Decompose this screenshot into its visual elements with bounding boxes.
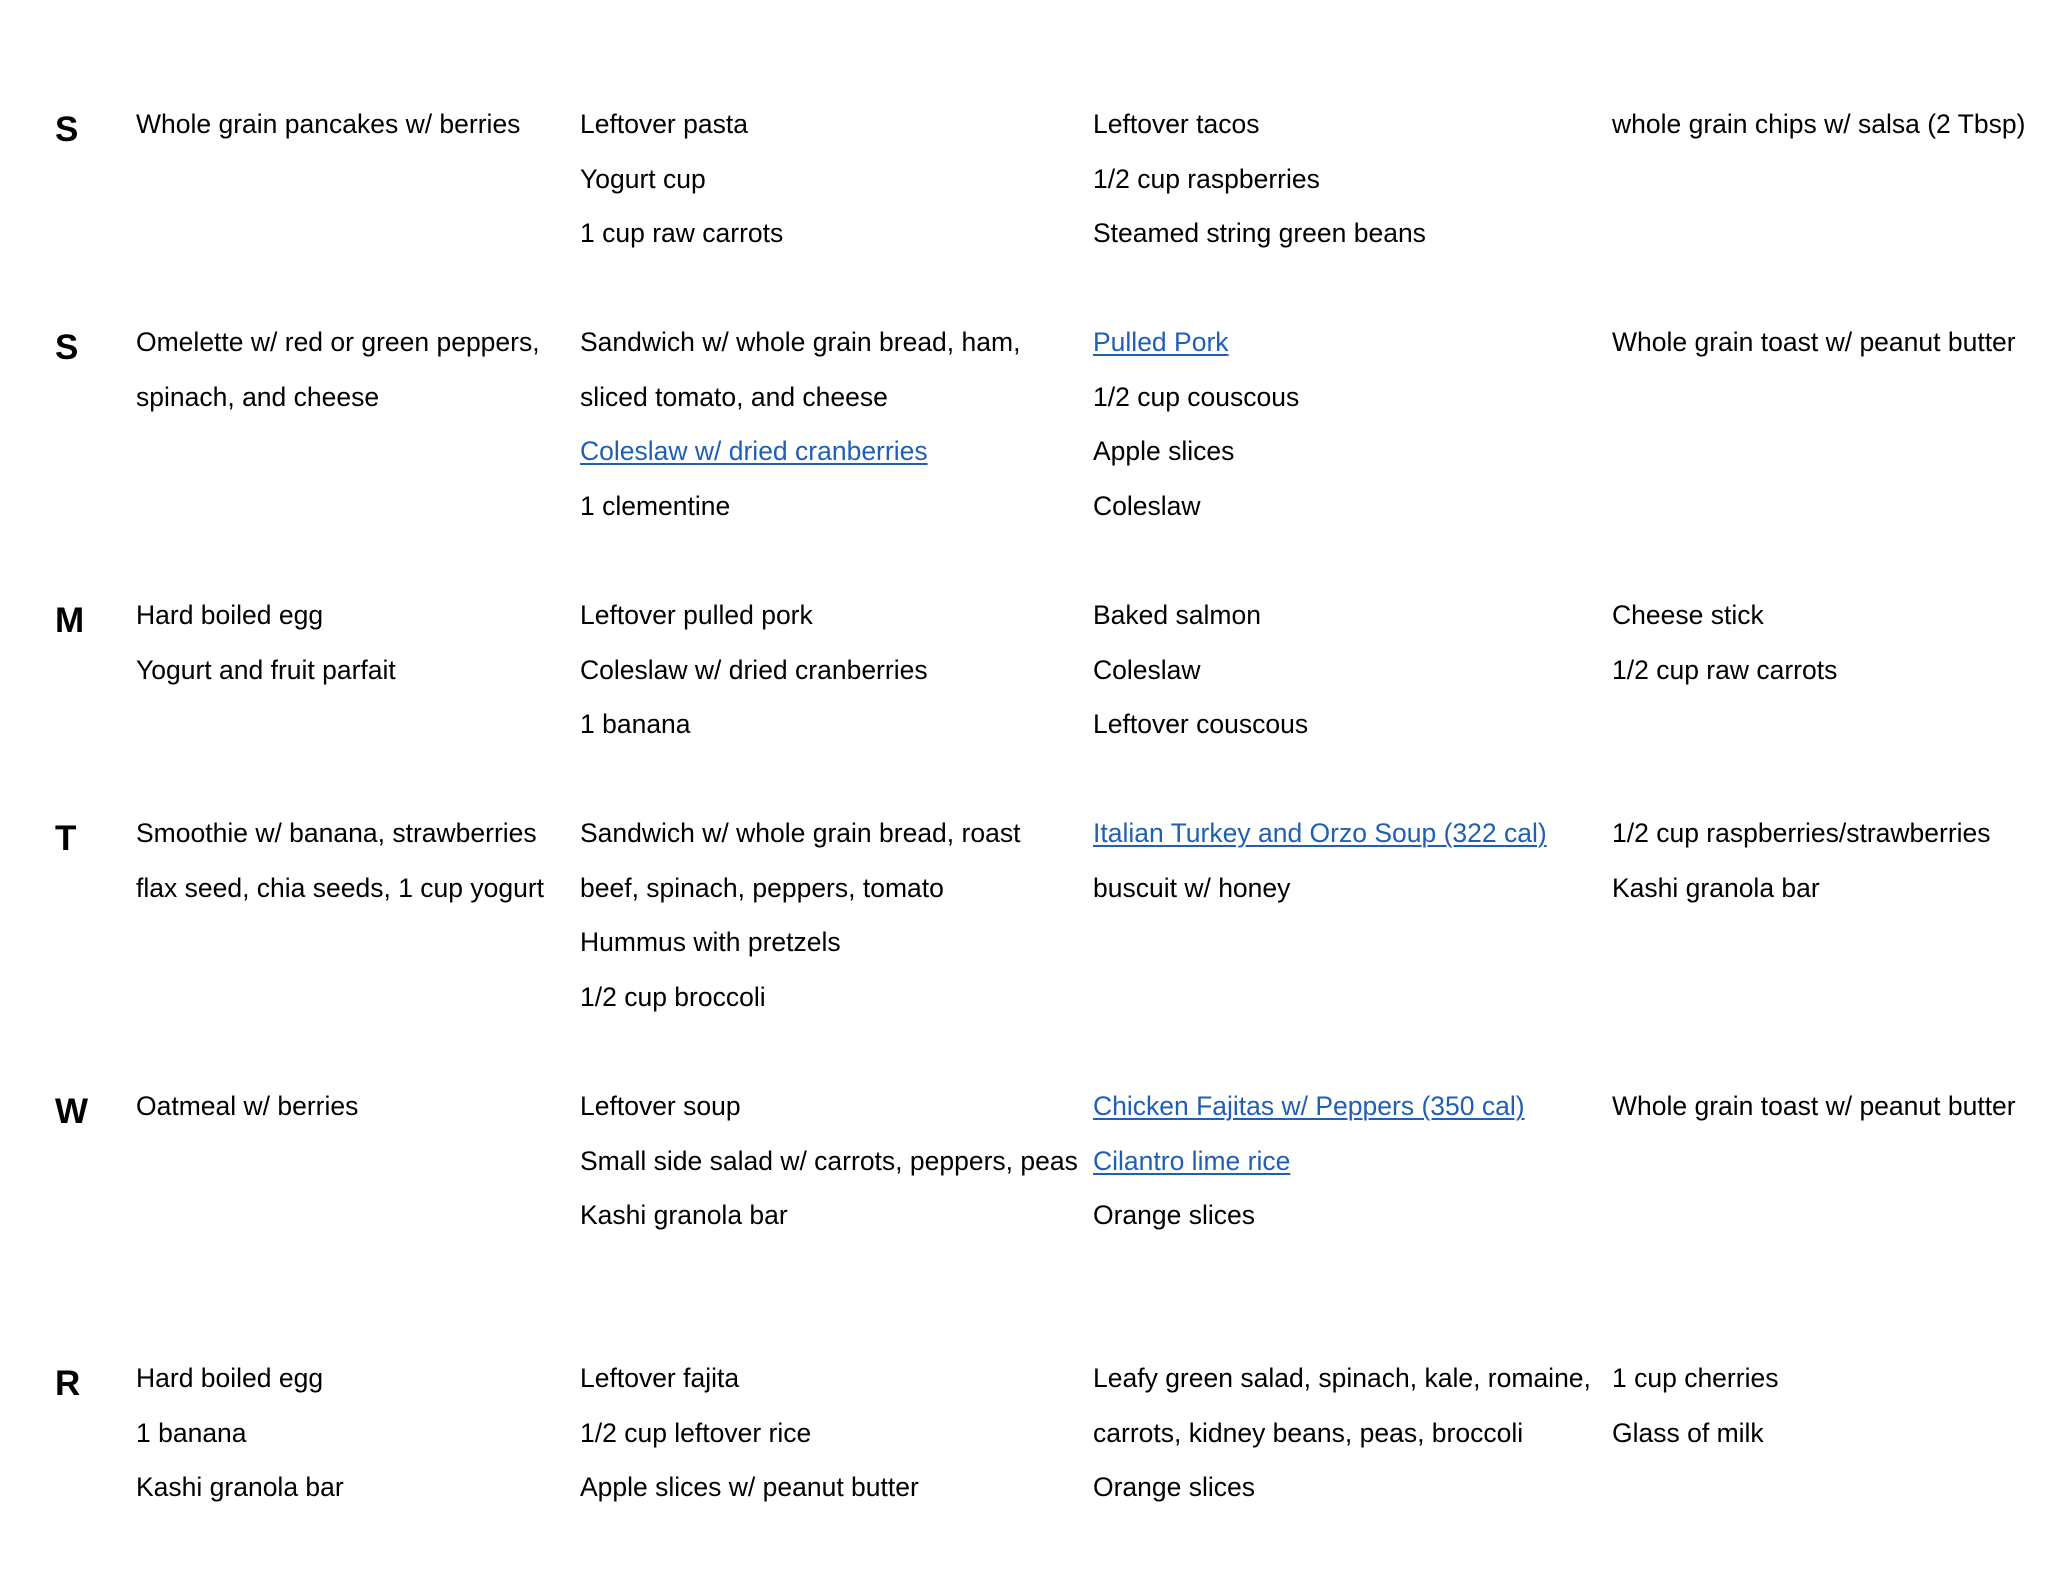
lunch-list (580, 599, 1080, 763)
meal-item: Apple slices (1093, 436, 1235, 466)
meal-item: spinach, and cheese (136, 381, 380, 412)
snack-list (1612, 817, 2048, 926)
meal-item: Leftover pasta (580, 109, 748, 139)
meal-item: Leftover tacos (1093, 109, 1260, 139)
meal-item: 1 cup raw carrots (580, 218, 784, 248)
day-letter: R (55, 1364, 81, 1403)
meal-item: Apple slices w/ peanut butter (580, 1472, 919, 1502)
dinner-list (1093, 817, 1593, 926)
dinner-list (1093, 326, 1593, 544)
meal-item: Smoothie w/ banana, strawberries (136, 818, 537, 848)
meal-item: 1/2 cup broccoli (580, 981, 766, 1012)
dinner-list (1093, 1362, 1593, 1526)
lunch-list (580, 1090, 1080, 1254)
meal-item: Leftover pulled pork (580, 600, 813, 630)
meal-item: carrots, kidney beans, peas, broccoli (1093, 1417, 1524, 1448)
meal-item: flax seed, chia seeds, 1 cup yogurt (136, 872, 545, 903)
meal-item: Yogurt cup (580, 163, 706, 194)
meal-item: Leftover couscous (1093, 709, 1309, 739)
meal-item: 1/2 cup raw carrots (1612, 654, 1838, 685)
lunch-list (580, 817, 1080, 1035)
meal-item: Hard boiled egg (136, 600, 324, 630)
meal-item: Whole grain toast w/ peanut butter (1612, 1091, 2016, 1121)
meal-item: Coleslaw w/ dried cranberries (580, 654, 928, 685)
lunch-list (580, 326, 1080, 544)
meal-item: 1/2 cup couscous (1093, 381, 1300, 412)
meal-item: Steamed string green beans (1093, 218, 1426, 248)
meal-item: Whole grain pancakes w/ berries (136, 109, 521, 139)
meal-item: Glass of milk (1612, 1417, 1764, 1448)
meal-item: Sandwich w/ whole grain bread, roast (580, 818, 1021, 848)
meal-item: buscuit w/ honey (1093, 872, 1291, 903)
day-letter: S (55, 328, 79, 367)
snack-list (1612, 108, 2048, 163)
snack-list (1612, 1362, 2048, 1471)
meal-item: 1 banana (580, 709, 691, 739)
meal-item: Kashi granola bar (580, 1200, 788, 1230)
lunch-list (580, 1362, 1080, 1526)
recipe-link-chicken-fajitas[interactable]: Chicken Fajitas w/ Peppers (350 cal) (1093, 1091, 1525, 1121)
meal-item: Hard boiled egg (136, 1363, 324, 1393)
day-letter: W (55, 1092, 89, 1131)
meal-item: Whole grain toast w/ peanut butter (1612, 327, 2016, 357)
meal-item: sliced tomato, and cheese (580, 381, 888, 412)
recipe-link-pulled-pork[interactable]: Pulled Pork (1093, 327, 1229, 357)
meal-item: 1 banana (136, 1417, 247, 1448)
meal-item: Leftover soup (580, 1091, 741, 1121)
snack-list (1612, 1090, 2048, 1145)
meal-item: 1 clementine (580, 490, 731, 521)
lunch-list (580, 108, 1080, 272)
meal-item: Orange slices (1093, 1200, 1256, 1230)
meal-item: beef, spinach, peppers, tomato (580, 872, 944, 903)
meal-item: Sandwich w/ whole grain bread, ham, (580, 327, 1021, 357)
meal-item: Small side salad w/ carrots, peppers, peas (580, 1145, 1078, 1176)
recipe-link-cilantro-lime-rice[interactable]: Cilantro lime rice (1093, 1145, 1291, 1176)
meal-item: Coleslaw (1093, 654, 1201, 685)
meal-item: Yogurt and fruit parfait (136, 654, 396, 685)
dinner-list (1093, 599, 1593, 763)
meal-item: Omelette w/ red or green peppers, (136, 327, 540, 357)
meal-item: Cheese stick (1612, 600, 1764, 630)
breakfast-list (136, 817, 566, 926)
meal-item: 1/2 cup leftover rice (580, 1417, 812, 1448)
snack-list (1612, 599, 2048, 708)
day-letter: T (55, 819, 77, 858)
meal-item: 1 cup cherries (1612, 1363, 1779, 1393)
recipe-link-turkey-orzo-soup[interactable]: Italian Turkey and Orzo Soup (322 cal) (1093, 818, 1547, 848)
dinner-list (1093, 1090, 1593, 1254)
meal-item: 1/2 cup raspberries (1093, 163, 1320, 194)
day-letter: S (55, 110, 79, 149)
meal-item: Oatmeal w/ berries (136, 1091, 359, 1121)
recipe-link-coleslaw[interactable]: Coleslaw w/ dried cranberries (580, 436, 928, 466)
dinner-list (1093, 108, 1593, 272)
meal-item: Coleslaw (1093, 490, 1201, 521)
snack-list (1612, 326, 2048, 381)
meal-item: Hummus with pretzels (580, 927, 841, 957)
breakfast-list (136, 599, 566, 708)
meal-item: 1/2 cup raspberries/strawberries (1612, 818, 1991, 848)
meal-item: whole grain chips w/ salsa (2 Tbsp) (1612, 109, 2026, 139)
meal-item: Kashi granola bar (136, 1472, 344, 1502)
meal-item: Leafy green salad, spinach, kale, romaine, (1093, 1363, 1591, 1393)
meal-item: Leftover fajita (580, 1363, 740, 1393)
meal-item: Kashi granola bar (1612, 872, 1820, 903)
breakfast-list (136, 326, 566, 435)
meal-item: Orange slices (1093, 1472, 1256, 1502)
meal-item: Baked salmon (1093, 600, 1261, 630)
breakfast-list (136, 108, 566, 163)
breakfast-list (136, 1362, 566, 1526)
breakfast-list (136, 1090, 566, 1145)
day-letter: M (55, 601, 85, 640)
